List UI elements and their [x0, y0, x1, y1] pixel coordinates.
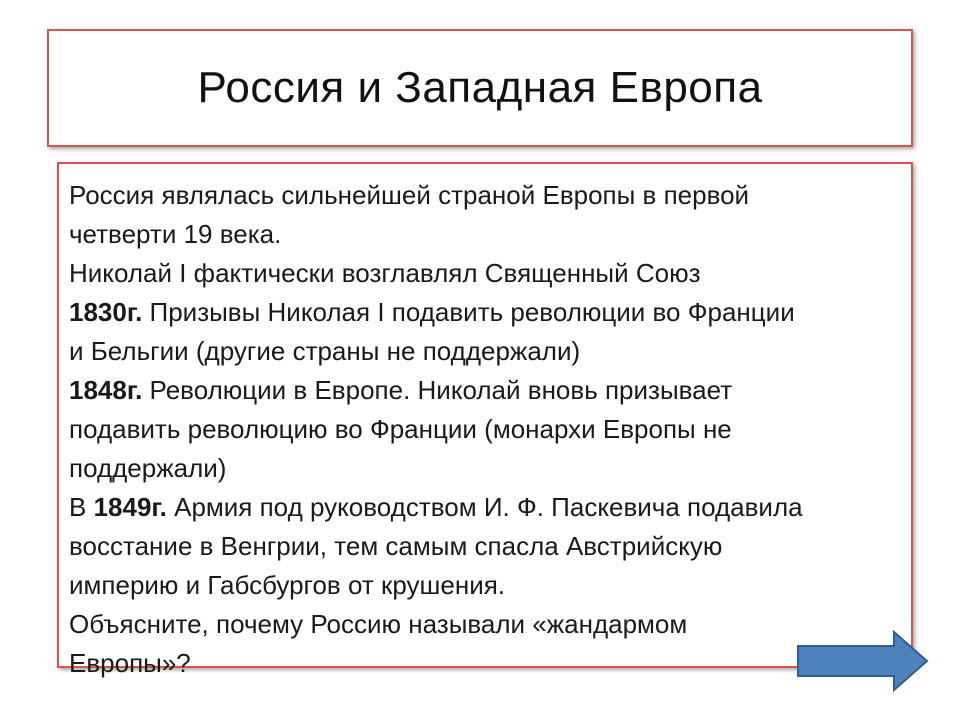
text-line	[69, 176, 901, 215]
year-1848: 1848г.	[69, 375, 143, 405]
text: восстание в Венгрии, тем самым спасла Австрийскую	[69, 531, 723, 561]
text: империю и Габсбургов от крушения.	[69, 570, 506, 600]
text: Призывы Николая I подавить революции во Франции	[142, 297, 795, 327]
text: В	[69, 492, 94, 522]
text-line	[69, 566, 901, 605]
text: Революции в Европе. Николай вновь призывает	[142, 375, 733, 405]
text: и Бельгии (другие страны не поддержали)	[69, 336, 581, 366]
text-line	[69, 410, 901, 449]
text-line	[69, 488, 901, 527]
text-line	[69, 215, 901, 254]
content-box	[57, 162, 913, 678]
text-line	[69, 371, 901, 410]
year-1830: 1830г.	[69, 297, 143, 327]
text: четверти 19 века.	[69, 219, 282, 249]
text: Николай I фактически возглавлял Священный Союз	[69, 258, 701, 288]
text-line	[69, 293, 901, 332]
text: Европы»?	[69, 648, 191, 678]
text-line	[69, 254, 901, 293]
right-arrow-icon	[796, 630, 930, 692]
text: поддержали)	[69, 453, 227, 483]
year-1849: 1849г.	[93, 492, 167, 522]
next-slide-button[interactable]	[796, 630, 930, 692]
text-line	[69, 644, 901, 683]
title-box	[47, 29, 913, 147]
text: Объясните, почему Россию называли «жандармом	[69, 609, 688, 639]
slide-title: Россия и Западная Европа	[197, 63, 763, 112]
text-line	[69, 527, 901, 566]
text: Армия под руководством И. Ф. Паскевича подавила	[166, 492, 803, 522]
text-line	[69, 605, 901, 644]
text-line	[69, 332, 901, 371]
text: подавить революцию во Франции (монархи Европы не	[69, 414, 732, 444]
text: Россия являлась сильнейшей страной Европы в первой	[69, 180, 750, 210]
text-line	[69, 449, 901, 488]
